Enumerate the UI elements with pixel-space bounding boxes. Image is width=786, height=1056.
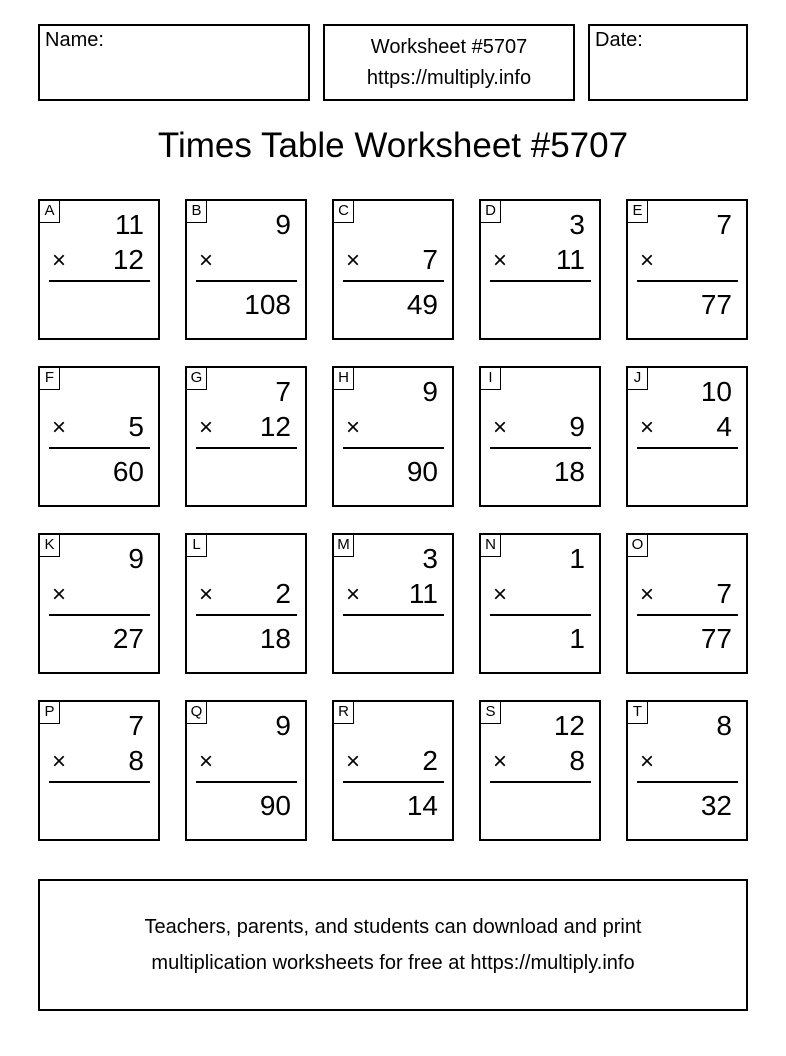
answer-line <box>637 781 738 783</box>
times-sign: × <box>199 748 214 775</box>
problem-top-factor: 8 <box>716 710 732 741</box>
answer-line <box>490 614 591 616</box>
problem-card <box>332 533 454 674</box>
problem-card <box>626 533 748 674</box>
times-sign: × <box>640 247 655 274</box>
problem-bottom-factor: 12 <box>112 244 144 275</box>
problem-letter: I <box>481 368 501 390</box>
problem-top-factor: 9 <box>275 710 291 741</box>
footer-box <box>38 879 748 1011</box>
answer-line <box>343 781 444 783</box>
problem-answer: 90 <box>406 456 438 487</box>
problem-letter: C <box>334 201 354 223</box>
problem-bottom-factor: 11 <box>555 244 585 275</box>
answer-line <box>490 447 591 449</box>
answer-line <box>49 447 150 449</box>
name-box[interactable] <box>38 24 310 101</box>
problem-letter: K <box>40 535 60 557</box>
problem-letter: M <box>334 535 354 557</box>
problem-answer: 18 <box>259 623 291 654</box>
answer-line <box>49 781 150 783</box>
times-sign: × <box>346 247 361 274</box>
problem-answer: 14 <box>406 790 438 821</box>
problem-letter: N <box>481 535 501 557</box>
times-sign: × <box>52 581 67 608</box>
times-sign: × <box>346 581 361 608</box>
times-sign: × <box>346 748 361 775</box>
problem-top-factor: 12 <box>553 710 585 741</box>
times-sign: × <box>52 247 67 274</box>
problem-top-factor: 7 <box>275 376 291 407</box>
problem-answer: 60 <box>112 456 144 487</box>
answer-line <box>637 447 738 449</box>
answer-line <box>343 614 444 616</box>
problem-answer: 77 <box>700 623 732 654</box>
problem-bottom-factor: 7 <box>422 244 438 275</box>
answer-line <box>196 781 297 783</box>
problem-card <box>185 533 307 674</box>
problem-card <box>626 366 748 507</box>
problem-letter: H <box>334 368 354 390</box>
problem-card <box>185 366 307 507</box>
problem-card <box>479 366 601 507</box>
answer-line <box>49 614 150 616</box>
problem-answer: 90 <box>259 790 291 821</box>
times-sign: × <box>199 414 214 441</box>
footer-line-1: Teachers, parents, and students can download and print <box>144 916 642 938</box>
answer-line <box>637 280 738 282</box>
problem-top-factor: 9 <box>128 543 144 574</box>
times-sign: × <box>640 581 655 608</box>
answer-line <box>343 280 444 282</box>
problem-bottom-factor: 11 <box>408 578 438 609</box>
problem-card <box>185 700 307 841</box>
problem-card <box>38 199 160 340</box>
problem-top-factor: 10 <box>700 376 732 407</box>
problem-answer: 1 <box>569 623 585 654</box>
answer-line <box>490 781 591 783</box>
problem-letter: Q <box>187 702 207 724</box>
problem-letter: O <box>628 535 648 557</box>
date-box[interactable] <box>588 24 748 101</box>
answer-line <box>196 447 297 449</box>
problem-top-factor: 9 <box>275 209 291 240</box>
date-label: Date: <box>595 29 643 51</box>
problem-bottom-factor: 8 <box>128 745 144 776</box>
name-label: Name: <box>45 29 104 51</box>
problem-bottom-factor: 7 <box>716 578 732 609</box>
times-sign: × <box>493 247 508 274</box>
problem-top-factor: 9 <box>422 376 438 407</box>
times-sign: × <box>640 748 655 775</box>
problem-letter: D <box>481 201 501 223</box>
problem-answer: 108 <box>244 289 291 320</box>
problem-top-factor: 7 <box>128 710 144 741</box>
problem-card <box>479 533 601 674</box>
problem-letter: F <box>40 368 60 390</box>
problem-letter: R <box>334 702 354 724</box>
problem-letter: L <box>187 535 207 557</box>
problem-card <box>479 199 601 340</box>
problem-letter: S <box>481 702 501 724</box>
problem-bottom-factor: 4 <box>716 411 732 442</box>
problem-card <box>626 199 748 340</box>
times-sign: × <box>493 414 508 441</box>
times-sign: × <box>52 414 67 441</box>
answer-line <box>196 280 297 282</box>
problem-bottom-factor: 2 <box>275 578 291 609</box>
problem-top-factor: 3 <box>422 543 438 574</box>
problem-top-factor: 7 <box>716 209 732 240</box>
times-sign: × <box>640 414 655 441</box>
problem-answer: 49 <box>406 289 438 320</box>
problem-letter: B <box>187 201 207 223</box>
answer-line <box>343 447 444 449</box>
problem-answer: 77 <box>700 289 732 320</box>
problem-letter: T <box>628 702 648 724</box>
problem-letter: A <box>40 201 60 223</box>
problem-bottom-factor: 12 <box>259 411 291 442</box>
problem-bottom-factor: 5 <box>128 411 144 442</box>
times-sign: × <box>199 247 214 274</box>
problem-top-factor: 3 <box>569 209 585 240</box>
answer-line <box>49 280 150 282</box>
problem-letter: G <box>187 368 207 390</box>
problem-card <box>332 700 454 841</box>
times-sign: × <box>52 748 67 775</box>
answer-line <box>637 614 738 616</box>
problem-bottom-factor: 9 <box>569 411 585 442</box>
worksheet-number: Worksheet #5707 <box>370 36 528 58</box>
answer-line <box>490 280 591 282</box>
problem-card <box>332 366 454 507</box>
problem-letter: E <box>628 201 648 223</box>
problem-answer: 32 <box>700 790 732 821</box>
problem-letter: P <box>40 702 60 724</box>
problem-letter: J <box>628 368 648 390</box>
problem-card <box>38 533 160 674</box>
problem-top-factor: 11 <box>114 209 144 240</box>
problem-card <box>479 700 601 841</box>
problem-card <box>38 366 160 507</box>
problem-answer: 27 <box>112 623 144 654</box>
footer-line-2: multiplication worksheets for free at https://multiply.info <box>151 952 635 974</box>
problem-bottom-factor: 2 <box>422 745 438 776</box>
page-title: Times Table Worksheet #5707 <box>157 126 629 165</box>
times-sign: × <box>493 581 508 608</box>
problem-card <box>38 700 160 841</box>
problem-card <box>332 199 454 340</box>
worksheet-info-box <box>323 24 575 101</box>
answer-line <box>196 614 297 616</box>
problem-bottom-factor: 8 <box>569 745 585 776</box>
problem-top-factor: 1 <box>569 543 585 574</box>
worksheet-url: https://multiply.info <box>366 67 532 89</box>
problem-card <box>626 700 748 841</box>
problem-answer: 18 <box>553 456 585 487</box>
problem-card <box>185 199 307 340</box>
times-sign: × <box>346 414 361 441</box>
times-sign: × <box>199 581 214 608</box>
times-sign: × <box>493 748 508 775</box>
